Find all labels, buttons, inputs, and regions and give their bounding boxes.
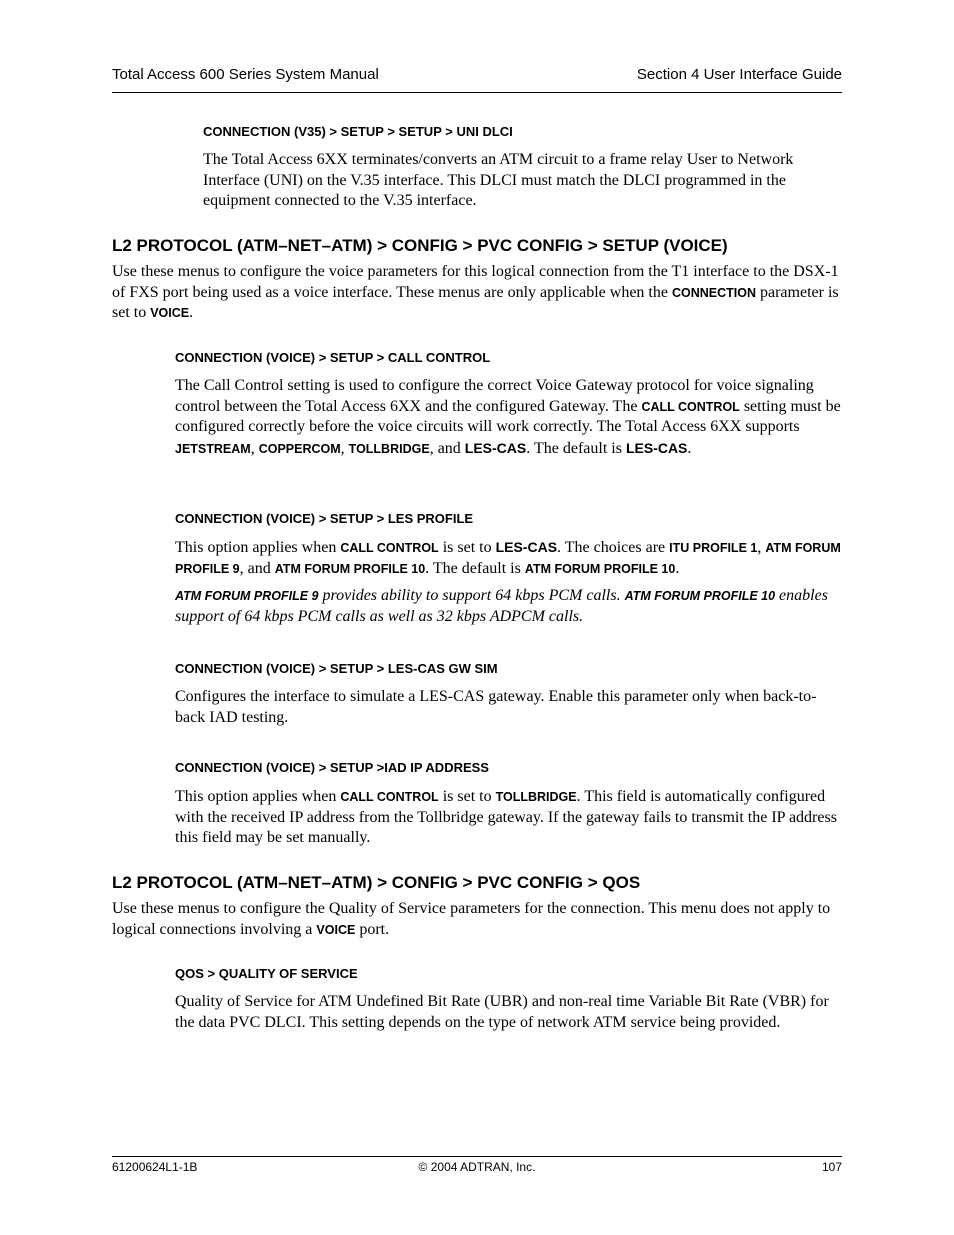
footer-divider bbox=[112, 1156, 842, 1157]
heading-les-profile: CONNECTION (VOICE) > SETUP > LES PROFILE bbox=[175, 511, 474, 526]
para-setup-voice: Use these menus to configure the voice parameters for this logical connection from the T1 interface to the DSX-1 of FXS port being used as a voice interface. These menus are only applicable when the CONNECTION parameter is set to VOICE. bbox=[112, 263, 839, 321]
page-header bbox=[112, 66, 842, 84]
heading-les-cas-gw-sim: CONNECTION (VOICE) > SETUP > LES-CAS GW SIM bbox=[175, 661, 498, 676]
heading-call-control: CONNECTION (VOICE) > SETUP > CALL CONTROL bbox=[175, 350, 491, 365]
header-section-title: Section 4 User Interface Guide bbox=[636, 66, 842, 83]
note-les-profile: ATM FORUM PROFILE 9 provides ability to support 64 kbps PCM calls. ATM FORUM PROFILE 10 enables support of 64 kbps PCM calls as well as 32 kbps ADPCM calls. bbox=[175, 587, 828, 625]
para-uni-dlci: The Total Access 6XX terminates/converts an ATM circuit to a frame relay User to Network Interface (UNI) on the V.35 interface. This DLCI must match the DLCI programmed in the equipment connected to the V.35 interface. bbox=[203, 151, 794, 209]
heading-qos: L2 PROTOCOL (ATM–NET–ATM) > CONFIG > PVC CONFIG > QOS bbox=[112, 873, 641, 892]
heading-quality-of-service: QOS > QUALITY OF SERVICE bbox=[175, 966, 358, 981]
footer-copyright: © 2004 ADTRAN, Inc. bbox=[418, 1160, 536, 1174]
heading-uni-dlci: CONNECTION (V35) > SETUP > SETUP > UNI DLCI bbox=[203, 124, 513, 139]
para-iad-ip-address: This option applies when CALL CONTROL is set to TOLLBRIDGE. This field is automatically configured with the received IP address from the Tollbridge gateway. If the gateway fails to transmit the IP address this field may be set manually. bbox=[175, 788, 837, 846]
footer-page-number: 107 bbox=[821, 1160, 842, 1174]
heading-setup-voice: L2 PROTOCOL (ATM–NET–ATM) > CONFIG > PVC CONFIG > SETUP (VOICE) bbox=[112, 236, 728, 255]
heading-iad-ip-address: CONNECTION (VOICE) > SETUP >IAD IP ADDRESS bbox=[175, 760, 489, 775]
keyword-voice: VOICE bbox=[150, 306, 190, 320]
footer-doc-number: 61200624L1-1B bbox=[112, 1160, 198, 1174]
header-manual-title: Total Access 600 Series System Manual bbox=[112, 66, 379, 83]
para-les-cas-gw-sim: Configures the interface to simulate a LES-CAS gateway. Enable this parameter only when back-to-back IAD testing. bbox=[175, 688, 817, 726]
keyword-connection: CONNECTION bbox=[671, 285, 756, 300]
header-divider bbox=[112, 92, 842, 93]
page-footer bbox=[112, 1160, 842, 1174]
para-quality-of-service: Quality of Service for ATM Undefined Bit Rate (UBR) and non-real time Variable Bit Rate (VBR) for the data PVC DLCI. This setting depends on the type of network ATM service being provided. bbox=[175, 993, 829, 1031]
para-call-control: The Call Control setting is used to configure the correct Voice Gateway protocol for voice signaling control between the Total Access 6XX and the configured Gateway. The CALL CONTROL setting must be configured correctly before the voice circuits will work correctly. The Total Access 6XX supports JETSTREAM, COPPERCOM, TOLLBRIDGE, and LES-CAS. The default is LES-CAS. bbox=[175, 377, 841, 457]
para-qos: Use these menus to configure the Quality of Service parameters for the connection. This menu does not apply to logical connections involving a VOICE port. bbox=[112, 900, 831, 938]
para-les-profile: This option applies when CALL CONTROL is set to LES-CAS. The choices are ITU PROFILE 1, ATM FORUM PROFILE 9, and ATM FORUM PROFILE 10. The default is ATM FORUM PROFILE 10. bbox=[175, 539, 841, 577]
